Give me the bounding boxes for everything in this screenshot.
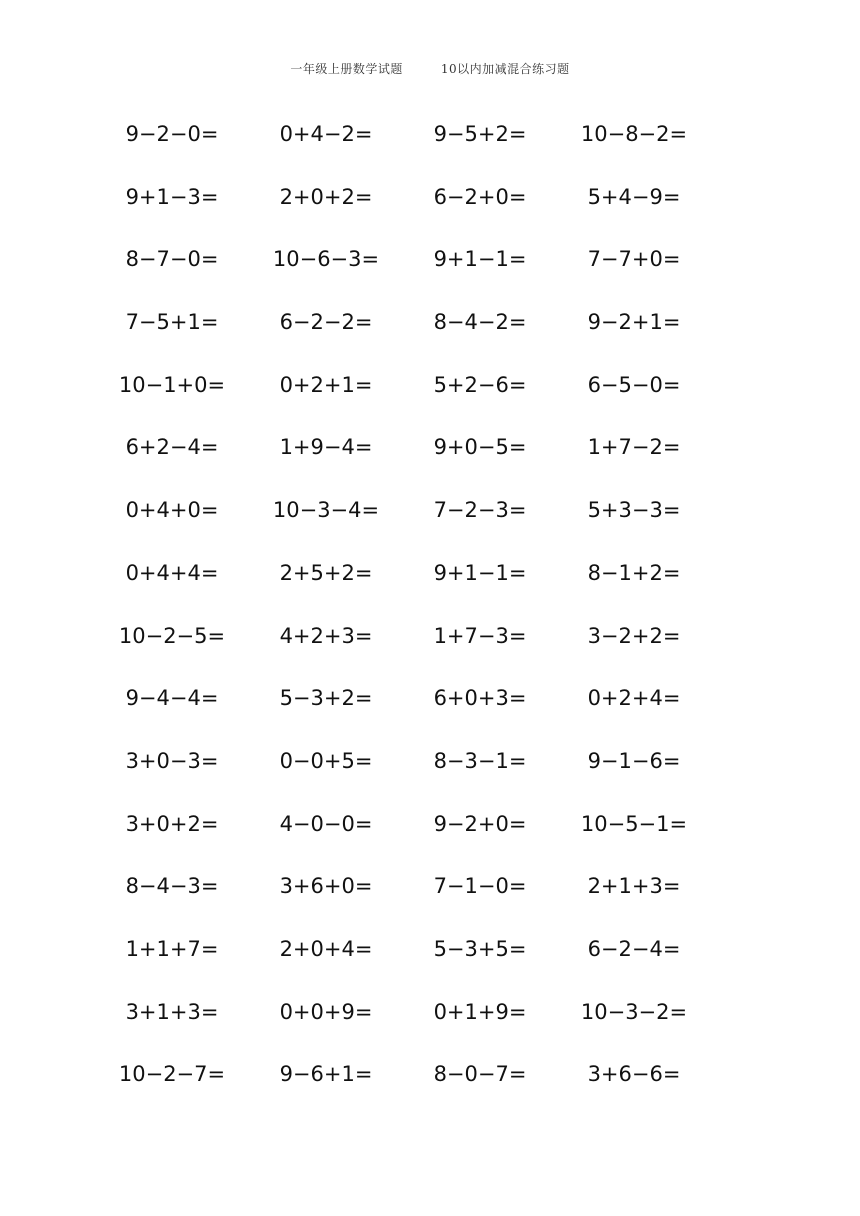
math-problem: 8−4−2= [433, 310, 527, 335]
math-problem: 0+1+9= [433, 999, 527, 1024]
math-problem: 0+2+1= [279, 372, 373, 397]
problem-row [95, 1056, 711, 1119]
math-problem: 9−6+1= [279, 1062, 373, 1087]
math-problem: 5+3−3= [587, 498, 681, 523]
math-problem: 10−2−7= [118, 1062, 226, 1087]
math-problem: 2+0+4= [279, 936, 373, 961]
math-problem: 10−3−4= [272, 498, 380, 523]
math-problem: 3+0−3= [125, 748, 219, 773]
math-problem: 8−0−7= [433, 1062, 527, 1087]
math-problem: 5+4−9= [587, 184, 681, 209]
problem-row [95, 492, 711, 555]
problem-row [95, 555, 711, 618]
math-problem: 1+7−2= [587, 435, 681, 460]
math-problem: 5−3+5= [433, 936, 527, 961]
math-problem: 7−7+0= [587, 247, 681, 272]
math-problem: 10−8−2= [580, 122, 688, 146]
problem-row [95, 743, 711, 806]
math-problem: 3−2+2= [587, 623, 681, 648]
math-problem: 9−1−6= [587, 748, 681, 773]
problem-row [95, 179, 711, 242]
math-problem: 9+0−5= [433, 435, 527, 460]
problem-row [95, 680, 711, 743]
math-problem: 6−5−0= [587, 372, 681, 397]
math-problem: 7−1−0= [433, 874, 527, 899]
problem-row [95, 367, 711, 430]
math-problem: 4+2+3= [279, 623, 373, 648]
problem-row [95, 116, 711, 179]
math-problem: 0+2+4= [587, 686, 681, 711]
problem-row [95, 806, 711, 869]
math-problem: 5+2−6= [433, 372, 527, 397]
math-problem: 10−3−2= [580, 999, 688, 1024]
math-problem: 2+0+2= [279, 184, 373, 209]
math-problem: 8−1+2= [587, 560, 681, 585]
math-problem: 9−2+1= [587, 310, 681, 335]
math-problem: 6−2−2= [279, 310, 373, 335]
math-problem: 8−4−3= [125, 874, 219, 899]
math-problem: 0+0+9= [279, 999, 373, 1024]
worksheet-title: 一年级上册数学试题 [290, 62, 403, 76]
math-problem: 0+4+4= [125, 560, 219, 585]
math-problem: 6+0+3= [433, 686, 527, 711]
math-problem: 7−5+1= [125, 310, 219, 335]
math-problem: 9−2+0= [433, 811, 527, 836]
math-problem: 1+7−3= [433, 623, 527, 648]
math-problem: 10−5−1= [580, 811, 688, 836]
math-problem: 9+1−1= [433, 560, 527, 585]
math-problem: 8−3−1= [433, 748, 527, 773]
math-problem: 8−7−0= [125, 247, 219, 272]
math-problem: 9+1−3= [125, 184, 219, 209]
math-problem: 0+4+0= [125, 498, 219, 523]
math-problem: 10−1+0= [118, 372, 226, 397]
math-problem: 3+6−6= [587, 1062, 681, 1087]
math-problem: 0+4−2= [279, 122, 373, 146]
problem-row [95, 429, 711, 492]
problem-grid [95, 116, 711, 1119]
problem-row [95, 994, 711, 1057]
math-problem: 9+1−1= [433, 247, 527, 272]
problem-row [95, 868, 711, 931]
problem-row [95, 304, 711, 367]
math-problem: 6−2−4= [587, 936, 681, 961]
math-problem: 10−2−5= [118, 623, 226, 648]
math-problem: 7−2−3= [433, 498, 527, 523]
math-problem: 4−0−0= [279, 811, 373, 836]
math-problem: 6+2−4= [125, 435, 219, 460]
math-problem: 9−2−0= [125, 122, 219, 146]
math-problem: 3+6+0= [279, 874, 373, 899]
math-problem: 9−4−4= [125, 686, 219, 711]
problem-row [95, 618, 711, 681]
math-problem: 10−6−3= [272, 247, 380, 272]
math-problem: 0−0+5= [279, 748, 373, 773]
math-problem: 2+5+2= [279, 560, 373, 585]
page-header [0, 60, 860, 77]
problem-row [95, 931, 711, 994]
math-problem: 3+0+2= [125, 811, 219, 836]
worksheet-subtitle: 10以内加减混合练习题 [440, 62, 570, 76]
math-problem: 5−3+2= [279, 686, 373, 711]
math-problem: 9−5+2= [433, 122, 527, 146]
math-problem: 1+9−4= [279, 435, 373, 460]
problem-row [95, 241, 711, 304]
math-problem: 1+1+7= [125, 936, 219, 961]
math-problem: 3+1+3= [125, 999, 219, 1024]
math-problem: 2+1+3= [587, 874, 681, 899]
math-problem: 6−2+0= [433, 184, 527, 209]
